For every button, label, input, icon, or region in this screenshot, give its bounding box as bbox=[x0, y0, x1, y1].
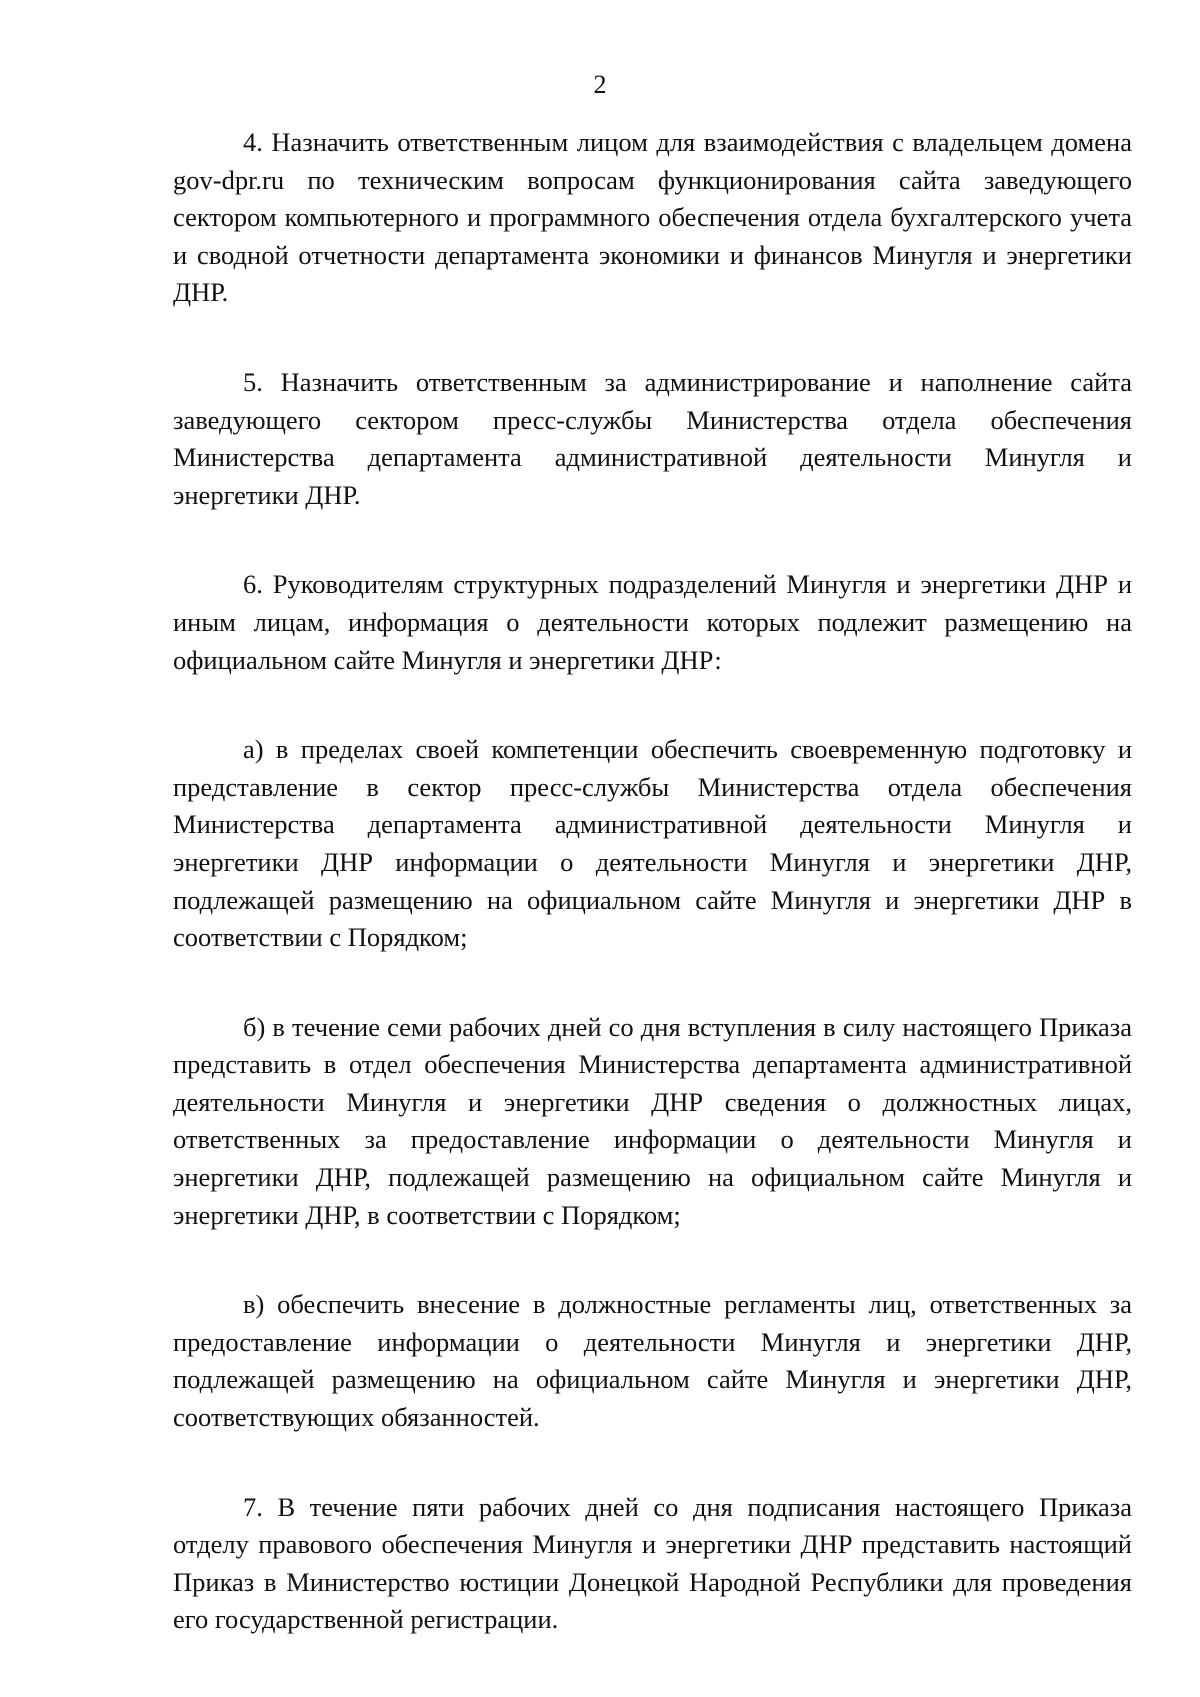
paragraph-item-7: 7. В течение пяти рабочих дней со дня подписания настоящего Приказа отделу правового обеспечения Минугля и энергетики ДНР представить настоящий Приказ в Министерство юстиции Донецкой Народной Республики для проведения его государственной регистрации. bbox=[173, 1491, 1132, 1635]
paragraph-subitem-v: в) обеспечить внесение в должностные регламенты лиц, ответственных за предоставление информации о деятельности Минугля и энергетики ДНР, подлежащей размещению на официальном сайте Минугля и энергетики ДНР, соответствующих обязанностей. bbox=[173, 1289, 1132, 1433]
document-body bbox=[173, 124, 1132, 1695]
page-number: 2 bbox=[593, 70, 607, 99]
paragraph-subitem-b: б) в течение семи рабочих дней со дня вступления в силу настоящего Приказа представить в отдел обеспечения Министерства департамента административной деятельности Минугля и энергетики ДНР сведения о должностных лицах, ответственных за предоставление информации о деятельности Минугля и энергетики ДНР, подлежащей размещению на официальном сайте Минугля и энергетики ДНР, в соответствии с Порядком; bbox=[173, 1011, 1132, 1230]
paragraph-item-5: 5. Назначить ответственным за администрирование и наполнение сайта заведующего сектором пресс-службы Министерства отдела обеспечения Министерства департамента административной деятельности Минугля и энергетики ДНР. bbox=[173, 366, 1132, 510]
paragraph-item-6: 6. Руководителям структурных подразделений Минугля и энергетики ДНР и иным лицам, информация о деятельности которых подлежит размещению на официальном сайте Минугля и энергетики ДНР: bbox=[173, 569, 1132, 675]
paragraph-item-4: 4. Назначить ответственным лицом для взаимодействия с владельцем домена gov-dpr.ru по техническим вопросам функционирования сайта заведующего сектором компьютерного и программного обеспечения отдела бухгалтерского учета и сводной отчетности департамента экономики и финансов Минугля и энергетики ДНР. bbox=[173, 127, 1132, 308]
paragraph-subitem-a: а) в пределах своей компетенции обеспечить своевременную подготовку и представление в сектор пресс-службы Министерства отдела обеспечения Министерства департамента административной деятельности Минугля и энергетики ДНР информации о деятельности Минугля и энергетики ДНР, подлежащей размещению на официальном сайте Минугля и энергетики ДНР в соответствии с Порядком; bbox=[173, 734, 1132, 953]
